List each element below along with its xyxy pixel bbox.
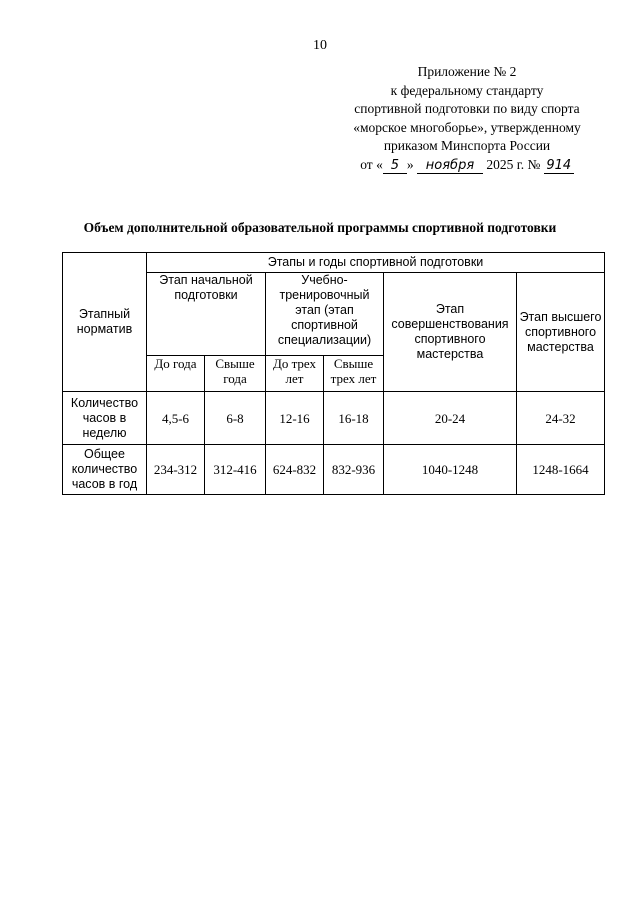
appendix-line: к федеральному стандарту (390, 82, 544, 98)
table-cell: 832-936 (324, 445, 384, 495)
volume-table (62, 252, 605, 495)
table-row (63, 392, 605, 445)
appendix-line: спортивной подготовки по виду спорта (354, 101, 580, 116)
table-cell: 1248-1664 (517, 445, 605, 495)
document-title: Объем дополнительной образовательной программы спортивной подготовки (83, 220, 557, 235)
table-cell: 12-16 (266, 392, 324, 445)
appendix-line: «морское многоборье», утвержденному (353, 119, 581, 135)
row-header-cell: Этапный норматив (63, 253, 147, 392)
table-cell: 6-8 (205, 392, 266, 445)
stage-initial-header: Этап начальной подготовки (147, 273, 266, 356)
stage-training-header: Учебно-тренировочный этап (этап спортивной специализации) (266, 273, 384, 356)
table-row (63, 445, 605, 495)
sub-header-upto-three: До трех лет (266, 356, 324, 392)
appendix-line: приказом Минспорта России (383, 138, 551, 153)
appendix-date-line (332, 156, 602, 175)
table-cell: 20-24 (384, 392, 517, 445)
table-cell: 624-832 (266, 445, 324, 495)
sub-header-over-three: Свыше трех лет (324, 356, 384, 392)
row-label: Количество часов в неделю (63, 392, 147, 445)
order-number: 914 (544, 159, 574, 174)
date-month: ноября (417, 159, 483, 174)
date-mid: » (406, 156, 414, 172)
date-day: 5 (383, 159, 407, 174)
page-number: 10 (313, 38, 327, 53)
table-cell: 16-18 (324, 392, 384, 445)
stage-improvement-header: Этап совершенствования спортивного мастерства (384, 273, 517, 392)
row-label: Общее количество часов в год (63, 445, 147, 495)
table-cell: 1040-1248 (384, 445, 517, 495)
table-cell: 234-312 (147, 445, 205, 495)
appendix-line: Приложение № 2 (417, 64, 517, 79)
sub-header-upto-year: До года (147, 356, 205, 392)
date-prefix: от « (360, 156, 383, 172)
table-cell: 4,5-6 (147, 392, 205, 445)
table-cell: 312-416 (205, 445, 266, 495)
stage-highest-header: Этап высшего спортивного мастерства (517, 273, 605, 392)
group-header-cell: Этапы и годы спортивной подготовки (147, 253, 605, 273)
date-year: 2025 г. № (486, 156, 541, 172)
appendix-block (332, 63, 602, 174)
table-cell: 24-32 (517, 392, 605, 445)
sub-header-over-year: Свыше года (205, 356, 266, 392)
